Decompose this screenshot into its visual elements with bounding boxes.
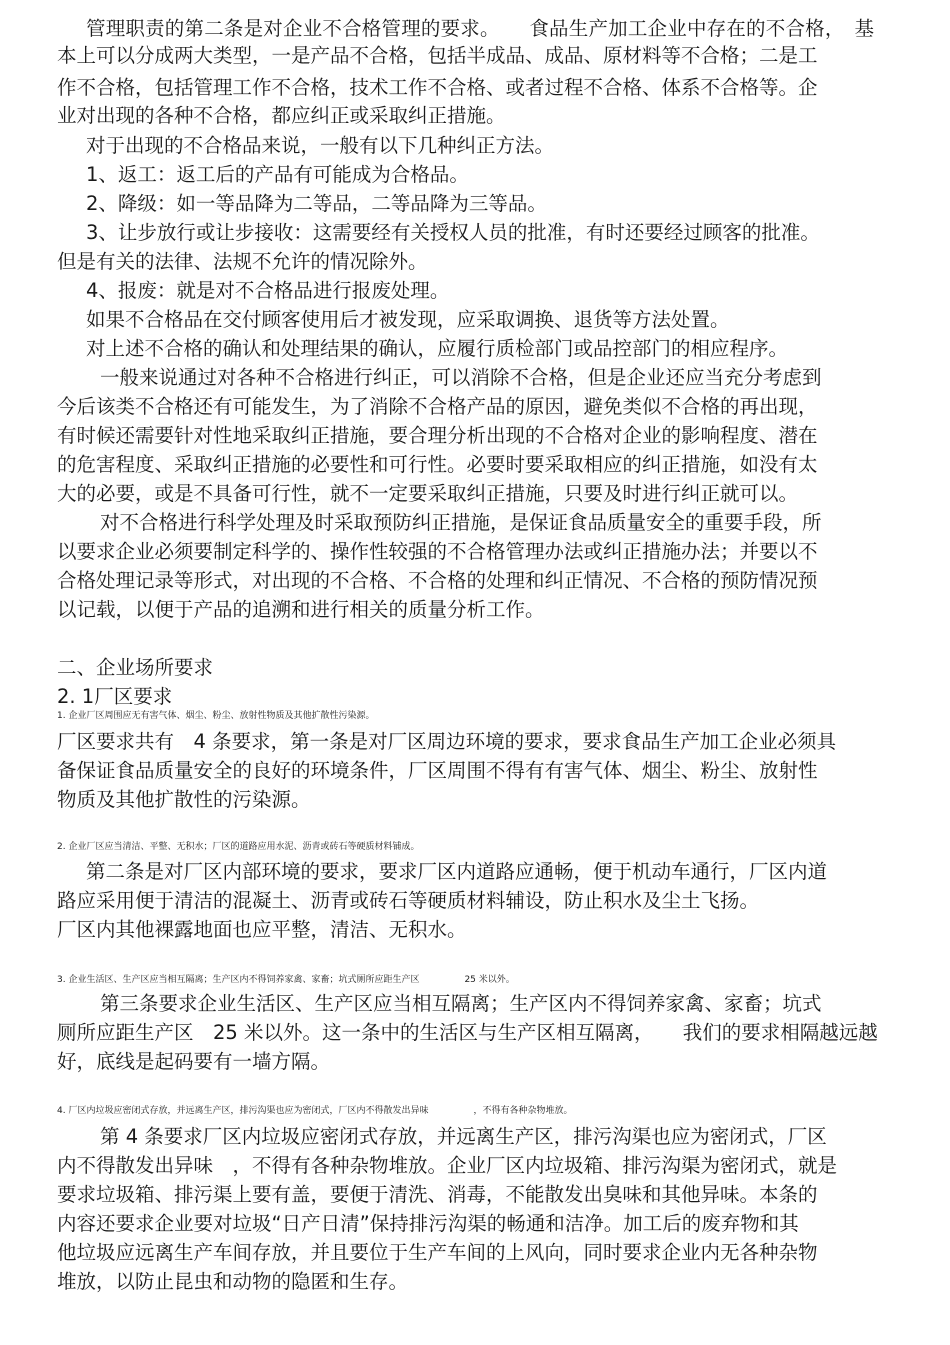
text-line: 的危害程度、采取纠正措施的必要性和可行性。必要时要采取相应的纠正措施，如没有太 bbox=[57, 453, 818, 476]
text-line: 但是有关的法律、法规不允许的情况除外。 bbox=[57, 250, 428, 273]
text-line: 业对出现的各种不合格，都应纠正或采取纠正措施。 bbox=[57, 104, 506, 127]
text-line: 第二条是对厂区内部环境的要求，要求厂区内道路应通畅，便于机动车通行，厂区内道 bbox=[86, 860, 828, 883]
text-line: 堆放，以防止昆虫和动物的隐匿和生存。 bbox=[57, 1270, 409, 1293]
text-line: 大的必要，或是不具备可行性，就不一定要采取纠正措施，只要及时进行纠正就可以。 bbox=[57, 482, 799, 505]
text-line: 第三条要求企业生活区、生产区应当相互隔离；生产区内不得饲养家禽、家畜；坑式 bbox=[100, 992, 822, 1015]
text-line: 今后该类不合格还有可能发生，为了消除不合格产品的原因，避免类似不合格的再出现， bbox=[57, 395, 818, 418]
text-line: 1、返工：返工后的产品有可能成为合格品。 bbox=[86, 163, 469, 186]
text-line: 备保证食品质量安全的良好的环境条件，厂区周围不得有有害气体、烟尘、粉尘、放射性 bbox=[57, 759, 818, 782]
text-line: 内容还要求企业要对垃圾“日产日清”保持排污沟渠的畅通和洁净。加工后的废弃物和其 bbox=[57, 1212, 799, 1235]
text-line: 合格处理记录等形式，对出现的不合格、不合格的处理和纠正情况、不合格的预防情况预 bbox=[57, 569, 818, 592]
clause-text: 1. 企业厂区周围应无有害气体、烟尘、粉尘、放射性物质及其他扩散性污染源。 bbox=[57, 711, 375, 721]
text-line: 管理职责的第二条是对企业不合格管理的要求。 食品生产加工企业中存在的不合格， 基 bbox=[86, 17, 875, 40]
text-line: 以记载，以便于产品的追溯和进行相关的质量分析工作。 bbox=[57, 598, 545, 621]
section-heading: 二、企业场所要求 bbox=[57, 656, 214, 679]
text-line: 以要求企业必须要制定科学的、操作性较强的不合格管理办法或纠正措施办法；并要以不 bbox=[57, 540, 818, 563]
text-line: 厂区内其他裸露地面也应平整，清洁、无积水。 bbox=[57, 918, 467, 941]
text-line: 他垃圾应远离生产车间存放，并且要位于生产车间的上风向，同时要求企业内无各种杂物 bbox=[57, 1241, 818, 1264]
text-line: 对上述不合格的确认和处理结果的确认，应履行质检部门或品控部门的相应程序。 bbox=[86, 337, 789, 360]
text-line: 要求垃圾箱、排污渠上要有盖，要便于清洗、消毒，不能散发出臭味和其他异味。本条的 bbox=[57, 1183, 818, 1206]
text-line: 有时候还需要针对性地采取纠正措施，要合理分析出现的不合格对企业的影响程度、潜在 bbox=[57, 424, 818, 447]
text-line: 如果不合格品在交付顾客使用后才被发现，应采取调换、退货等方法处置。 bbox=[86, 308, 730, 331]
subsection-heading: 2. 1厂区要求 bbox=[57, 685, 173, 708]
text-line: 内不得散发出异味 ，不得有各种杂物堆放。企业厂区内垃圾箱、排污沟渠为密闭式，就是 bbox=[57, 1154, 838, 1177]
text-line: 对不合格进行科学处理及时采取预防纠正措施，是保证食品质量安全的重要手段，所 bbox=[100, 511, 822, 534]
text-line: 3、让步放行或让步接收：这需要经有关授权人员的批准，有时还要经过顾客的批准。 bbox=[86, 221, 820, 244]
text-line: 本上可以分成两大类型，一是产品不合格，包括半成品、成品、原材料等不合格；二是工 bbox=[57, 44, 818, 67]
text-line: 一般来说通过对各种不合格进行纠正，可以消除不合格，但是企业还应当充分考虑到 bbox=[100, 366, 822, 389]
text-line: 4、报废：就是对不合格品进行报废处理。 bbox=[86, 279, 450, 302]
text-line: 第 4 条要求厂区内垃圾应密闭式存放，并远离生产区，排污沟渠也应为密闭式，厂区 bbox=[100, 1125, 827, 1148]
clause-text: 3. 企业生活区、生产区应当相互隔离；生产区内不得饲养家禽、家畜；坑式厕所应距生产区 25 米以外。 bbox=[57, 975, 515, 985]
text-line: 厂区要求共有 4 条要求，第一条是对厂区周边环境的要求，要求食品生产加工企业必须具 bbox=[57, 730, 837, 753]
text-line: 路应采用便于清洁的混凝土、沥青或砖石等硬质材料辅设，防止积水及尘土飞扬。 bbox=[57, 889, 760, 912]
text-line: 作不合格，包括管理工作不合格，技术工作不合格、或者过程不合格、体系不合格等。企 bbox=[57, 76, 818, 99]
text-line: 对于出现的不合格品来说，一般有以下几种纠正方法。 bbox=[86, 134, 555, 157]
clause-text: 2. 企业厂区应当清洁、平整、无积水；厂区的道路应用水泥、沥青或砖石等硬质材料铺成。 bbox=[57, 842, 420, 852]
text-line: 厕所应距生产区 25 米以外。这一条中的生活区与生产区相互隔离， 我们的要求相隔越远越 bbox=[57, 1021, 878, 1044]
text-line: 2、降级：如一等品降为二等品，二等品降为三等品。 bbox=[86, 192, 547, 215]
clause-text: 4. 厂区内垃圾应密闭式存放，并远离生产区，排污沟渠也应为密闭式，厂区内不得散发出异味 ，不得有各种杂物堆放。 bbox=[57, 1106, 573, 1116]
text-line: 好，底线是起码要有一墙方隔。 bbox=[57, 1050, 331, 1073]
text-line: 物质及其他扩散性的污染源。 bbox=[57, 788, 311, 811]
